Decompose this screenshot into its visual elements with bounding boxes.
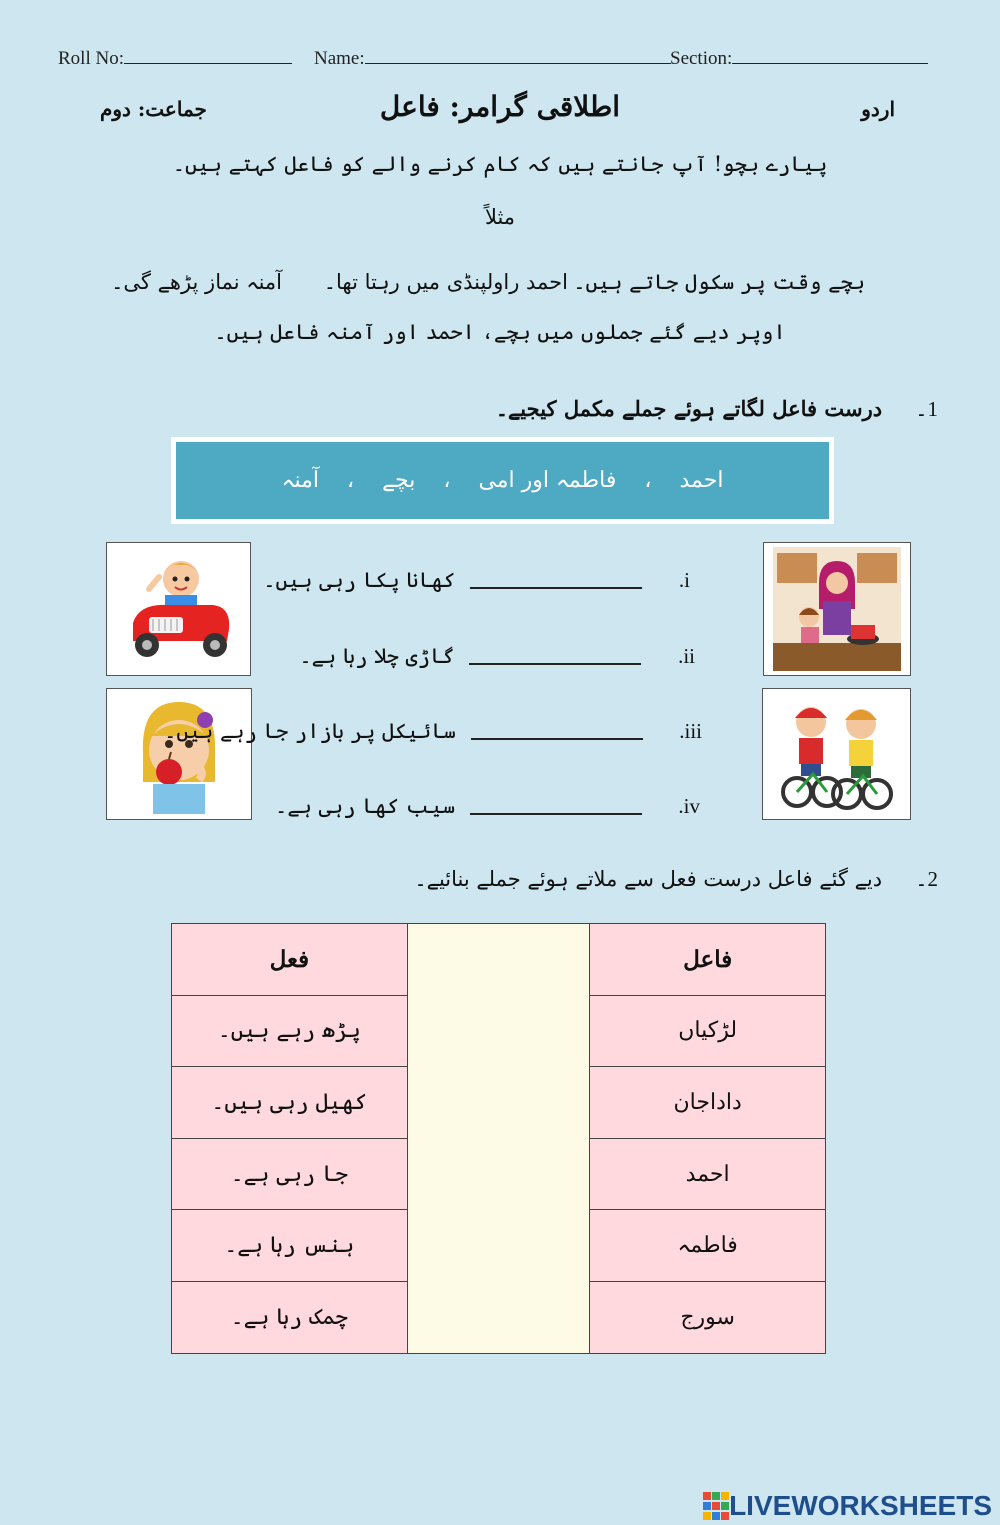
example-sentence-2: احمد راولپنڈی میں رہتا تھا۔: [323, 270, 568, 294]
roll-no-field[interactable]: [58, 46, 292, 70]
fill-row-3: [164, 719, 702, 744]
subject-header: فاعل: [590, 924, 826, 996]
section-label: Section:: [670, 48, 733, 69]
word-bank-item[interactable]: فاطمہ اور امی: [478, 468, 617, 493]
girl-apple-illustration: [123, 692, 235, 816]
verb-cell[interactable]: چمک رہا ہے۔: [172, 1281, 408, 1353]
verb-cell[interactable]: جا رہی ہے۔: [172, 1138, 408, 1210]
page-title: اطلاقی گرامر: فاعل: [379, 90, 621, 123]
answer-blank-3[interactable]: [471, 726, 643, 740]
item-number: i.: [678, 568, 690, 592]
kids-on-bicycles-image: [762, 688, 911, 820]
word-bank-separator: ،: [347, 468, 355, 493]
word-bank: [171, 437, 834, 524]
question-1-text: درست فاعل لگاتے ہوئے جملے مکمل کیجیے۔: [495, 396, 883, 421]
roll-no-label: Roll No:: [58, 48, 124, 69]
example-sentence-1: بچے وقت پر سکول جاتے ہیں۔: [573, 270, 865, 294]
brand-name: LIVEWORKSHEETS: [729, 1490, 992, 1521]
intro-text: پیارے بچو! آپ جانتے ہیں کہ کام کرنے والے کو فاعل کہتے ہیں۔: [172, 152, 828, 176]
answer-blank-2[interactable]: [469, 651, 641, 665]
cooking-illustration: [773, 547, 901, 671]
name-field[interactable]: [314, 46, 671, 70]
word-bank-inner: [176, 442, 829, 519]
name-blank[interactable]: [365, 46, 671, 64]
word-bank-item[interactable]: احمد: [679, 468, 724, 493]
item-text: کھانا پکا رہی ہیں۔: [263, 568, 456, 592]
example-sentence-3: آمنہ نماز پڑھے گی۔: [111, 270, 282, 294]
subject-cell[interactable]: فاطمہ: [590, 1210, 826, 1282]
item-text: گاڑی چلا رہا ہے۔: [299, 644, 455, 668]
subject-cell[interactable]: سورج: [590, 1281, 826, 1353]
question-1-heading: [496, 396, 938, 422]
subject-cell[interactable]: داداجان: [590, 1067, 826, 1139]
table-header-row: [172, 924, 826, 996]
mother-cooking-image: [763, 542, 911, 676]
item-text: سائیکل پر بازار جا رہے ہیں۔: [164, 719, 456, 743]
boy-in-car-image: [106, 542, 251, 676]
section-field[interactable]: [670, 46, 928, 70]
word-bank-separator: ،: [644, 468, 652, 493]
example-label: مثلاً: [484, 205, 516, 229]
fill-row-4: [275, 794, 700, 819]
word-bank-item[interactable]: بچے: [382, 468, 416, 493]
boy-car-illustration: [119, 549, 239, 669]
word-bank-item[interactable]: آمنہ: [281, 468, 319, 493]
bicycles-illustration: [773, 694, 901, 814]
subject-cell[interactable]: لڑکیاں: [590, 995, 826, 1067]
fill-row-1: [263, 568, 690, 593]
name-label: Name:: [314, 48, 365, 69]
item-number: iii.: [679, 719, 702, 743]
verb-cell[interactable]: کھیل رہی ہیں۔: [172, 1067, 408, 1139]
item-text: سیب کھا رہی ہے۔: [275, 794, 456, 818]
answer-blank-4[interactable]: [470, 801, 642, 815]
verb-cell[interactable]: ہنس رہا ہے۔: [172, 1210, 408, 1282]
item-number: iv.: [678, 794, 700, 818]
answer-blank-1[interactable]: [470, 575, 642, 589]
question-2-number: 2۔: [915, 867, 938, 891]
word-bank-separator: ،: [443, 468, 451, 493]
girl-eating-apple-image: [106, 688, 252, 820]
verb-cell[interactable]: پڑھ رہے ہیں۔: [172, 995, 408, 1067]
subject-cell[interactable]: احمد: [590, 1138, 826, 1210]
question-1-number: 1۔: [915, 397, 938, 421]
roll-no-blank[interactable]: [124, 46, 292, 64]
subject-label: اردو: [861, 97, 895, 121]
question-2-heading: [414, 867, 938, 892]
fill-row-2: [299, 644, 695, 669]
explanation-text: اوپر دیے گئے جملوں میں بچے، احمد اور آمنہ فاعل ہیں۔: [214, 320, 786, 344]
verb-header: فعل: [172, 924, 408, 996]
section-blank[interactable]: [732, 46, 928, 64]
question-2-text: دیے گئے فاعل درست فعل سے ملاتے ہوئے جملے بنائیے۔: [414, 867, 883, 891]
grade-label: جماعت: دوم: [100, 97, 207, 121]
matching-area[interactable]: [407, 924, 590, 1354]
liveworksheets-logo: [703, 1490, 992, 1522]
matching-table: [171, 923, 826, 1354]
logo-blocks-icon: [703, 1492, 729, 1520]
item-number: ii.: [678, 644, 695, 668]
